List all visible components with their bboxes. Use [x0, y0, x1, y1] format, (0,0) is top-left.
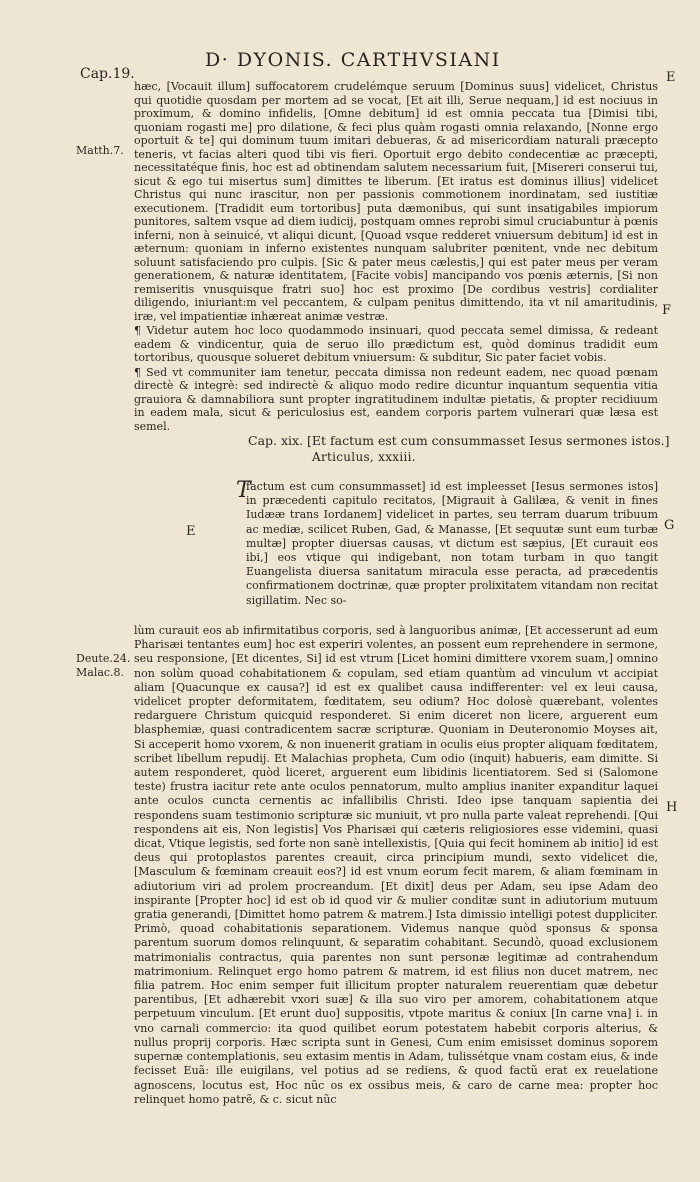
margin-note-deute: Deute.24.	[76, 652, 131, 665]
margin-note-malac: Malac.8.	[76, 666, 125, 679]
chapter-heading: Cap. xix. [Et factum est cum consummasset Iesus sermones istos.]	[248, 433, 670, 448]
lower-text-block	[134, 624, 658, 1107]
margin-note-matth: Matth.7.	[76, 144, 124, 157]
margin-letter-g: G	[664, 518, 675, 533]
running-title: D· DYONIS. CARTHVSIANI	[205, 49, 501, 71]
chapter-opening-block	[246, 480, 658, 608]
paragraph-1: hæc, [Vocauit illum] suffocatorem crudelémque seruum [Dominus suus] videlicet, Christus qui quotidie quosdam per mortem ad se vocat, [Et ait illi, Serue nequam,] id est nociuus in proximum, & domino infidelis, [Omne debitum] id est omnia peccata tua [Dimisi tibi, quoniam rogasti me] pro dilatione, & feci plus quàm rogasti omnia relaxando, [Nonne ergo oportuit & te] qui dominum tuum imitari debueras, & ad misericordiam naturali præcepto teneris, vt facias alteri quod tibi vis fieri. Oportuit ergo debito condecentiæ ac præcepti, necessitatéque finis, hoc est ad obtinendam salutem necessarium fuit, [Misereri conserui tui, sicut & ego tui misertus sum] dimittes te liberum. [Et iratus est dominus illius] videlicet Christus qui nunc irascitur, non per passionis commotionem inordinatam, sed iustitiæ executionem. [Tradidit eum tortoribus] puta dæmonibus, qui sunt insatigabiles impiorum punitores, saltem vsque ad diem iudicij, postquam omnes reprobi simul cruciabuntur à pœnis inferni, non à seinuicé, vt aliqui dicunt, [Quoad vsque redderet vniuersum debitum] id est in æternum: quoniam in inferno existentes nunquam salubriter pœnitent, vnde nec debitum soluunt satisfaciendo pro culpis. [Sic & pater meus cælestis,] qui est pater meus per veram generationem, & naturæ identitatem, [Facite vobis] mancipando vos pœnis æternis, [Si non remiseritis vnusquisque fratri suo] hoc est proximo [De cordibus vestris] cordialiter diligendo, iniuriant:m vel peccantem, & culpam penitus dimittendo, ita vt nil amaritudinis, iræ, vel impatientiæ inhæreat animæ vestræ.	[134, 80, 658, 323]
margin-letter-f: F	[662, 303, 672, 318]
drop-cap: T	[236, 478, 251, 503]
paragraph-2: ¶ Videtur autem hoc loco quodammodo insinuari, quod peccata semel dimissa, & redeant eadem & vindicentur, quia de seruo illo prædictum est, quòd dominus tradidit eum tortoribus, quousque solueret debitum vniuersum: & subditur, Sic pater faciet vobis.	[134, 324, 658, 364]
chapter-label: Cap.19.	[80, 66, 135, 82]
chapter-article: Articulus, xxxiii.	[312, 450, 416, 464]
margin-letter-e-top: E	[666, 70, 676, 85]
paragraph-4: factum est cum consummasset] id est impleesset [Iesus sermones istos] in præcedenti capitulo recitatos, [Migrauit à Galilæa, & venit in fines Iudææ trans Iordanem] videlicet in partes, seu terram duarum tribuum ac mediæ, scilicet Ruben, Gad, & Manasse, [Et sequutæ sunt eum turbæ multæ] propter diuersas causas, vt dictum est sæpius, [Et curauit eos ibi,] eos vtique qui indigebant, non totam turbam in quo tangit Euangelista diuersa sanitatum miracula esse peracta, ad præcedentis confirmationem doctrinæ, quæ propter prolixitatem vitandam non recitat sigillatim. Nec so-	[246, 480, 658, 607]
upper-text-block	[134, 80, 658, 434]
paragraph-5: lùm curauit eos ab infirmitatibus corporis, sed à languoribus animæ, [Et accesserunt ad eum Pharisæi tentantes eum] hoc est experiri volentes, an possent eum reprehendere in sermone, seu responsione, [Et dicentes, Si] id est vtrum [Licet homini dimittere vxorem suam,] omnino non solùm quoad cohabitationem & copulam, sed etiam quantùm ad vinculum vt accipiat aliam [Quacunque ex causa?] id est ex qualibet causa indifferenter: vel ex leui causa, videlicet propter deformitatem, fœditatem, seu odium? Hoc dolosè quærebant, volentes redarguere Christum quicquid responderet. Si enim diceret non licere, arguerent eum blasphemiæ, quasi contradicentem sacræ scripturæ. Quoniam in Deuteronomio Moyses ait, Si acceperit homo vxorem, & non inuenerit gratiam in oculis eius propter aliquam fœditatem, scribet libellum repudij. Et Malachias propheta, Cum odio (inquit) habueris, eam dimitte. Si autem responderet, quòd liceret, arguerent eum libidinis licentiatorem. Sed si (Salomone teste) frustra iacitur rete ante oculos pennatorum, multo amplius inaniter expanditur laquei ante oculos cuncta cernentis ac infallibilis Christi. Ideo ipse tanquam sapientia dei respondens suam testimonio scripturæ sic muniuit, vt pro nulla parte valeat reprehendi. [Qui respondens ait eis, Non legistis] Vos Pharisæi qui cæteris religiosiores esse videmini, quasi dicat, Vtique legistis, sed forte non sanè intellexistis, [Quia qui fecit hominem ab initio] id est deus qui protoplastos parentes creauit, circa principium mundi, sexto videlicet die, [Masculum & fœminam creauit eos?] id est vnum eorum fecit marem, & aliam fœminam in adiutorium viri ad prolem procreandum. [Et dixit] deus per Adam, seu ipse Adam deo inspirante [Propter hoc] id est ob id quod vir & mulier conditæ sunt in adiutorium mutuum gratia generandi, [Dimittet homo patrem & matrem.] Ista dimissio intelligi potest duppliciter. Primò, quoad cohabitationis separationem. Videmus nanque quòd sponsus & sponsa parentum suorum domos relinquunt, & separatim cohabitant. Secundò, quoad exclusionem matrimonialis contractus, quia parentes non sunt personæ legitimæ ad contrahendum matrimonium. Relinquet ergo homo patrem & matrem, id est filius non ducet matrem, nec filia patrem. Hoc enim semper fuit illicitum propter naturalem reuerentiam quæ debetur parentibus, [Et adhærebit vxori suæ] & illa suo viro per amorem, cohabitationem atque perpetuum vinculum. [Et erunt duo] suppositis, vtpote maritus & coniux [In carne vna] i. in vno carnali commercio: ita quod quilibet eorum potestatem habebit corporis alterius, & nullus proprij corporis. Hæc scripta sunt in Genesi, Cum enim emisisset dominus soporem supernæ contemplationis, seu extasim mentis in Adam, tulissétque vnam costam eius, & inde fecisset Euã: ille euigilans, vel potius ad se rediens, & quod factũ erat ex reuelatione agnoscens, locutus est, Hoc nũc os ex ossibus meis, & caro de carne mea: propter hoc relinquet homo patrẽ, & c. sicut nũc	[134, 624, 658, 1106]
margin-letter-e-inner: E	[186, 524, 196, 539]
margin-letter-h: H	[666, 800, 678, 815]
paragraph-3: ¶ Sed vt communiter iam tenetur, peccata dimissa non redeunt eadem, nec quoad pœnam directè & integrè: sed indirectè & aliquo modo redire dicuntur inquantum sequentia vitia grauiora & damnabiliora sunt propter ingratitudinem indultæ pietatis, & propter recidiuum in eadem mala, sicut & periculosius est, eandem corporis partem vulnerari quæ læsa est semel.	[134, 365, 658, 433]
